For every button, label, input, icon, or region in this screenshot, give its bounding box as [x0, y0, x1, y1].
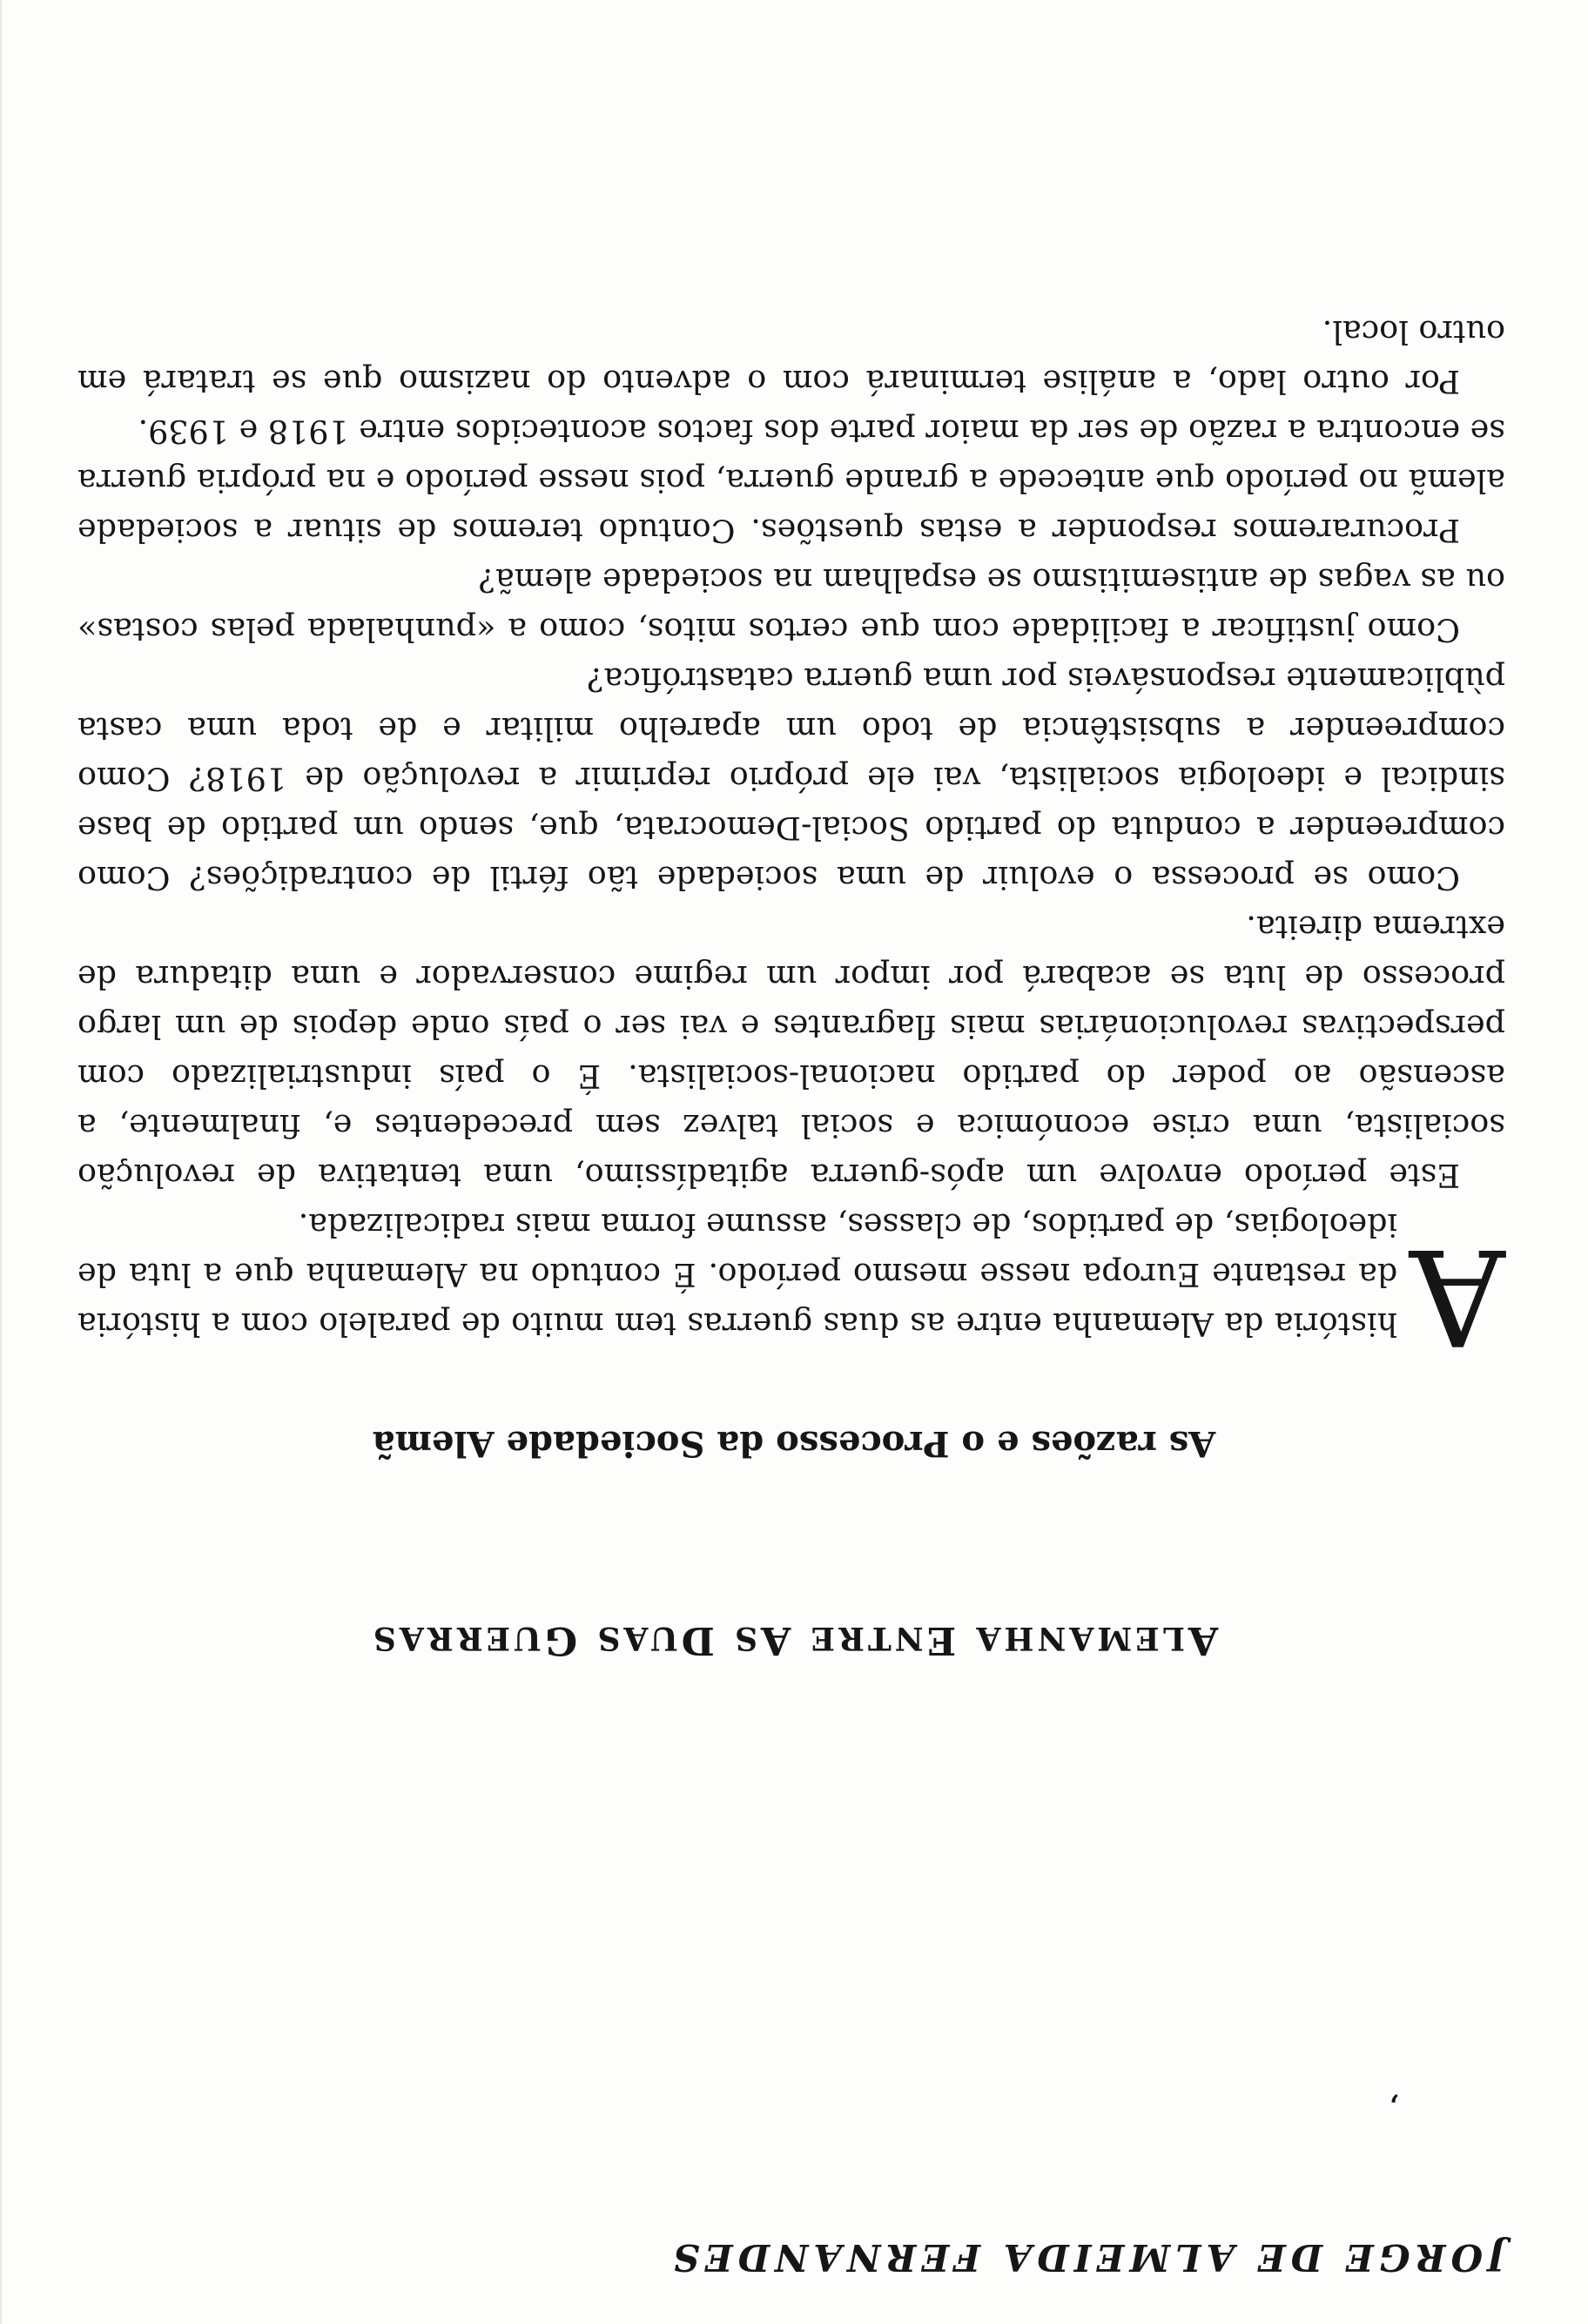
chapter-title-word-rest: NTRE [807, 1620, 924, 1656]
page-edge-shadow [0, 0, 2, 2324]
chapter-subtitle: As razões e o Processo da Sociedade Alemã [372, 1423, 1216, 1464]
chapter-title-word-rest: LEMANHA [972, 1620, 1185, 1656]
paragraph [77, 1200, 1505, 1374]
stray-ink-mark: , [1389, 2092, 1398, 2122]
drop-cap: A [1410, 1219, 1505, 1374]
paragraph: Este período envolve um após-guerra agitadíssimo, uma tentativa de revolução socialista, uma crise económica e social talvez sem precedentes e, finalmente, a ascensão ao poder do partido nacional-socialista. É o país industrializado com perspectivas revolucionárias mais flagrantes e vai ser o país onde depois de um largo processo de luta se acabará por impor um regime conservador e uma ditadura de extrema direita. [77, 909, 1505, 1194]
paragraph: Como justificar a facilidade com que certos mitos, como a «punhalada pelas costas» ou as vagas de antisemitismo se espalham na sociedade alemã? [77, 561, 1505, 648]
body-text [77, 307, 1505, 1374]
chapter-title-word: E [923, 1618, 957, 1662]
paragraph: Por outro lado, a análise terminará com o advento do nazismo que se tratará em outro local. [77, 313, 1505, 400]
paragraph-text: história da Alemanha entre as duas guerras tem muito de paralelo com a história da restante Europa nesse mesmo período. É contudo na Alemanha que a luta de ideologias, de partidos, de classes, assume forma mais radicalizada. [77, 1206, 1398, 1343]
paragraph: Procuraremos responder a estas questões. Contudo teremos de situar a sociedade alemã no período que antecede a grande guerra, pois nesse período e na própria guerra se encontra a razão de ser da maior parte dos factos acontecidos entre 1918 e 1939. [77, 413, 1505, 549]
running-head-author: JORGE DE ALMEIDA FERNANDES [668, 2236, 1505, 2279]
chapter-title-word-rest: S [731, 1620, 758, 1656]
chapter-title-word: A [757, 1618, 791, 1662]
chapter-title [0, 1618, 1588, 1662]
chapter-title-word-rest: UERRAS [369, 1620, 542, 1656]
chapter-title-word: D [677, 1618, 715, 1662]
chapter-title-word-rest: UAS [594, 1620, 678, 1656]
paragraph: Como se processa o evoluir de uma sociedade tão fértil de contradições? Como compreender a conduta do partido Social-Democrata, que, sendo um partido de base sindical e ideologia socialista, vai ele próprio reprimir a revolução de 1918? Como compreender a subsistência de todo um aparelho militar e de toda uma casta pùblicamente responsáveis por uma guerra catastrófica? [77, 661, 1505, 897]
chapter-title-word: A [1184, 1618, 1219, 1662]
chapter-title-word: G [541, 1618, 578, 1662]
